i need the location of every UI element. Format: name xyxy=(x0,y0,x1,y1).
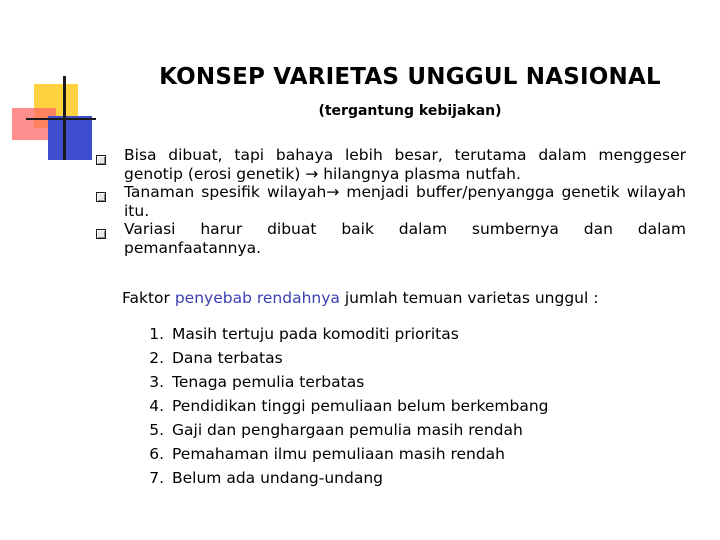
list-number: 2. xyxy=(149,349,164,367)
factor-highlight: penyebab rendahnya xyxy=(174,289,340,307)
bullet-text: Variasi harur dibuat baik dalam sumbernya dan dalam pemanfaatannya. xyxy=(124,220,686,257)
bullet-text: Bisa dibuat, tapi bahaya lebih besar, terutama dalam menggeser genotip (erosi genetik) → hilangnya plasma nutfah. xyxy=(124,146,686,183)
list-number: 1. xyxy=(149,325,164,343)
list-text: Pendidikan tinggi pemuliaan belum berkembang xyxy=(172,397,549,415)
slide-subtitle: (tergantung kebijakan) xyxy=(318,103,502,119)
list-text: Gaji dan penghargaan pemulia masih rendah xyxy=(172,421,523,439)
horizontal-line-decor xyxy=(26,118,96,120)
square-bullet-icon xyxy=(96,229,106,239)
list-number: 3. xyxy=(149,373,164,391)
list-text: Pemahaman ilmu pemuliaan masih rendah xyxy=(172,445,506,463)
list-number: 7. xyxy=(149,469,164,487)
list-item xyxy=(124,346,549,370)
blue-square-decor xyxy=(48,116,92,160)
list-item xyxy=(124,394,549,418)
list-item xyxy=(124,322,549,346)
factor-prefix: Faktor xyxy=(122,289,175,307)
list-item xyxy=(124,418,549,442)
square-bullet-icon xyxy=(96,192,106,202)
square-bullet-icon xyxy=(96,155,106,165)
list-number: 5. xyxy=(149,421,164,439)
list-text: Tenaga pemulia terbatas xyxy=(172,373,365,391)
bullet-item xyxy=(96,183,686,220)
list-text: Masih tertuju pada komoditi prioritas xyxy=(172,325,459,343)
bullet-text: Tanaman spesifik wilayah→ menjadi buffer/penyangga genetik wilayah itu. xyxy=(124,183,686,220)
numbered-list xyxy=(124,322,549,490)
list-number: 6. xyxy=(149,445,164,463)
factor-suffix: jumlah temuan varietas unggul : xyxy=(339,289,599,307)
list-text: Dana terbatas xyxy=(172,349,283,367)
factor-heading xyxy=(122,289,598,307)
bullet-item xyxy=(96,146,686,183)
bullet-item xyxy=(96,220,686,257)
list-text: Belum ada undang-undang xyxy=(172,469,383,487)
list-item xyxy=(124,442,549,466)
list-item xyxy=(124,370,549,394)
list-number: 4. xyxy=(149,397,164,415)
list-item xyxy=(124,466,549,490)
bullet-list xyxy=(96,146,686,257)
slide-title: KONSEP VARIETAS UNGGUL NASIONAL xyxy=(159,64,661,90)
